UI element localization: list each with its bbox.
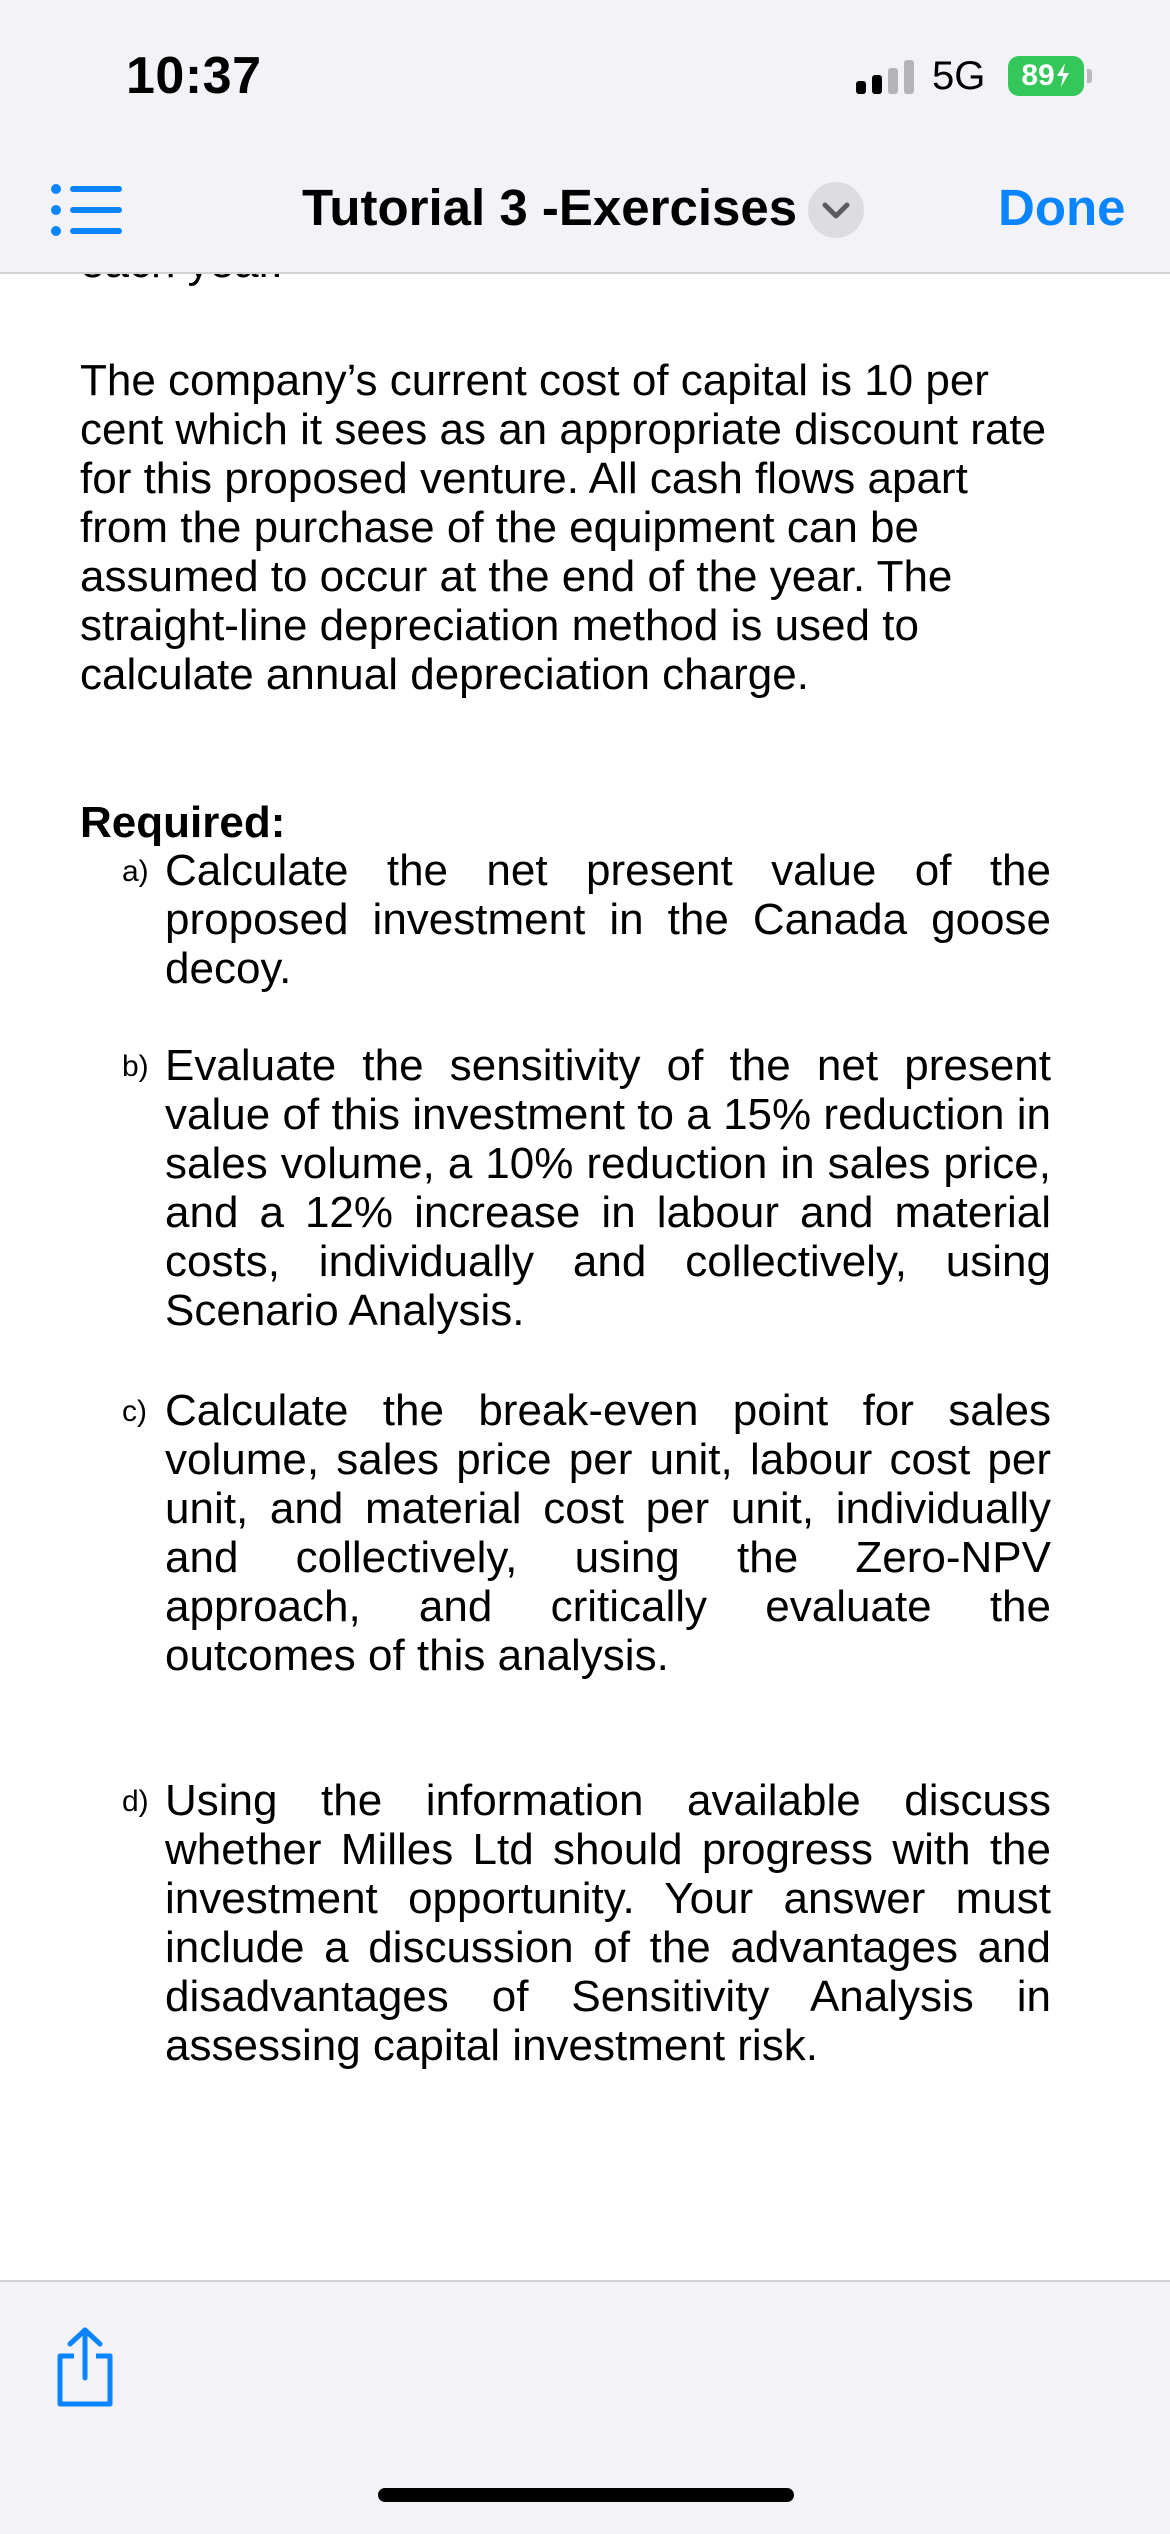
required-item-d [122, 1776, 1051, 2070]
required-heading: Required: [80, 798, 286, 847]
share-button[interactable] [50, 2326, 120, 2410]
item-text: Evaluate the sensitivity of the net present value of this investment to a 15% reduction in sales volume, a 10% reduction in sales price, and a 12% increase in labour and material costs, individually and collectively, using Scenario Analysis. [165, 1041, 1051, 1335]
item-marker: d) [122, 1785, 149, 1818]
chevron-down-icon [808, 182, 864, 238]
battery-cap [1087, 69, 1092, 83]
list-button[interactable] [48, 180, 128, 240]
share-icon [50, 2326, 120, 2410]
item-text: Calculate the break-even point for sales volume, sales price per unit, labour cost per unit, and material cost per unit, individually and collectively, using the Zero-NPV approach, and critically evaluate the outcomes of this analysis. [165, 1386, 1051, 1680]
required-item-b [122, 1041, 1051, 1335]
item-marker: a) [122, 855, 149, 888]
title-menu-button[interactable] [808, 182, 864, 238]
cellular-signal-icon [856, 60, 916, 94]
battery-icon [1008, 56, 1084, 96]
document-content[interactable] [0, 274, 1170, 2270]
battery-level: 89 [1021, 59, 1055, 92]
status-time: 10:37 [126, 47, 262, 105]
done-button[interactable]: Done [998, 179, 1126, 236]
item-marker: c) [122, 1395, 147, 1428]
status-bar [0, 0, 1170, 150]
list-icon [48, 180, 128, 240]
item-text: Calculate the net present value of the proposed investment in the Canada goose decoy. [165, 846, 1051, 993]
intro-paragraph: The company’s current cost of capital is 10 per cent which it sees as an appropriate discount rate for this proposed venture. All cash flows apart from the purchase of the equipment can be assumed to occur at the end of the year. The straight-line depreciation method is used to calculate annual depreciation charge. [80, 356, 1047, 699]
required-item-a [122, 846, 1051, 993]
item-marker: b) [122, 1050, 149, 1083]
network-type: 5G [932, 54, 986, 98]
home-indicator[interactable] [378, 2488, 794, 2502]
document-title[interactable]: Tutorial 3 -Exercises [302, 179, 798, 236]
bottom-toolbar [0, 2280, 1170, 2534]
item-text: Using the information available discuss whether Milles Ltd should progress with the investment opportunity. Your answer must include a discussion of the advantages and disadvantages of Sensitivity Analysis in assessing capital investment risk. [165, 1776, 1051, 2070]
required-item-c [122, 1386, 1051, 1680]
navigation-bar [0, 150, 1170, 274]
